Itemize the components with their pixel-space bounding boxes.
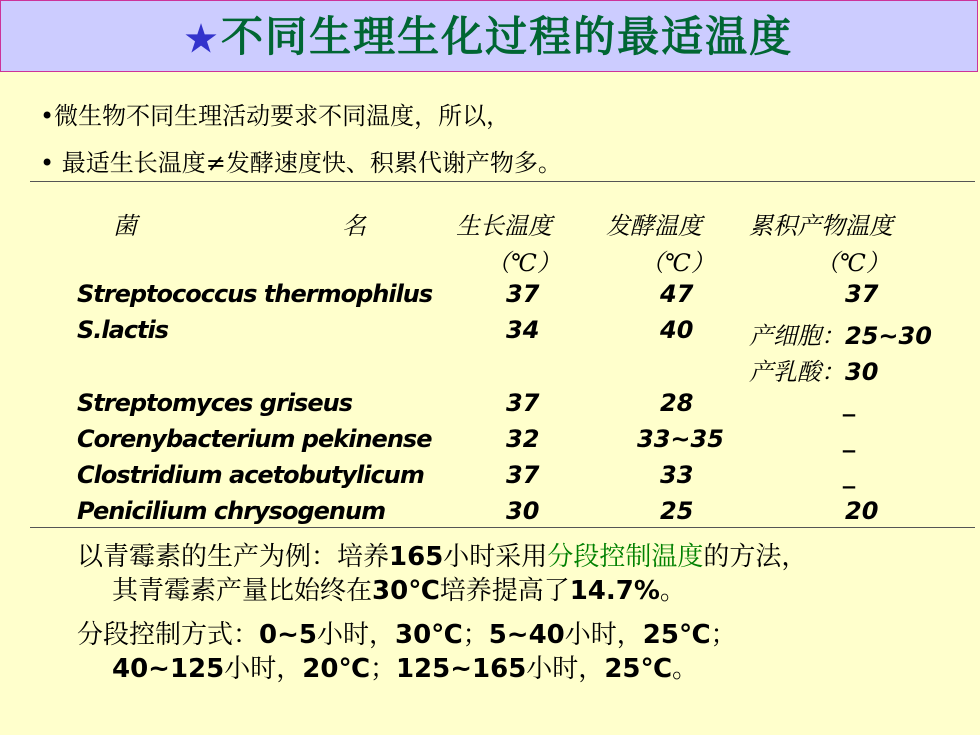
- divider-top: [30, 181, 975, 182]
- bullet-2: • 最适生长温度≠发酵速度快、积累代谢产物多。: [40, 149, 562, 177]
- accum-temp: 37: [845, 280, 879, 308]
- accum-value: 25~30: [845, 322, 932, 350]
- growth-temp: 37: [506, 461, 540, 489]
- header-accum: 累积产物温度: [749, 212, 893, 240]
- highlight-text: 分段控制温度: [547, 542, 704, 572]
- growth-temp: 34: [506, 316, 540, 344]
- ferment-temp: 25: [660, 497, 694, 525]
- text: 小时采用: [443, 542, 548, 572]
- number: 30℃: [395, 620, 463, 650]
- header-ferment-unit: （℃）: [640, 249, 715, 277]
- text: 的方法，: [703, 542, 808, 572]
- text: 小时，: [224, 654, 303, 684]
- ferment-temp: 28: [660, 389, 694, 417]
- number: 0~5: [259, 620, 317, 650]
- bullet-1: •微生物不同生理活动要求不同温度，所以，: [40, 102, 511, 130]
- number: 25℃: [642, 620, 711, 650]
- number: 20℃: [302, 654, 370, 684]
- accum-temp: _: [843, 389, 855, 417]
- number: 5~40: [488, 620, 565, 650]
- text: 小时，: [316, 620, 395, 650]
- organism-name: Streptococcus thermophilus: [77, 280, 433, 308]
- para2-line1: [77, 614, 736, 651]
- header-accum-unit: （℃）: [815, 249, 890, 277]
- para2-line2: [112, 648, 698, 685]
- accum-label: 产乳酸：: [749, 358, 845, 386]
- accum-temp: _: [843, 425, 855, 453]
- ferment-temp: 33~35: [637, 425, 724, 453]
- text: 。: [659, 576, 686, 606]
- organism-name: S.lactis: [77, 316, 169, 344]
- growth-temp: 37: [506, 389, 540, 417]
- accum-temp-acid: [749, 352, 878, 387]
- text: 以青霉素的生产为例：培养: [77, 542, 390, 572]
- text: 小时，: [564, 620, 643, 650]
- number: 30℃: [372, 576, 440, 606]
- number: 40~125: [112, 654, 225, 684]
- ferment-temp: 47: [660, 280, 694, 308]
- organism-name: Clostridium acetobutylicum: [77, 461, 424, 489]
- star-icon: ★: [184, 18, 220, 60]
- ferment-temp: 33: [660, 461, 694, 489]
- number: 125~165: [395, 654, 527, 684]
- accum-label: 产细胞：: [749, 322, 845, 350]
- text: ；: [462, 620, 489, 650]
- growth-temp: 37: [506, 280, 540, 308]
- accum-temp: _: [843, 461, 855, 489]
- ferment-temp: 40: [660, 316, 694, 344]
- text: ；: [369, 654, 396, 684]
- slide-title-text: 不同生理生化过程的最适温度: [221, 12, 794, 61]
- organism-name: Penicilium chrysogenum: [77, 497, 386, 525]
- header-ferment: 发酵温度: [606, 212, 702, 240]
- header-organism-a: 菌: [113, 212, 137, 240]
- number: 25℃: [604, 654, 672, 684]
- accum-temp-cells: [749, 316, 932, 351]
- text: 分段控制方式：: [77, 620, 260, 650]
- text: 其青霉素产量比始终在: [112, 576, 373, 606]
- divider-bottom: [30, 527, 975, 528]
- growth-temp: 32: [506, 425, 540, 453]
- accum-value: 30: [845, 358, 879, 386]
- header-growth-unit: （℃）: [486, 249, 561, 277]
- para1-line1: [77, 536, 807, 573]
- header-organism-b: 名: [342, 212, 366, 240]
- para1-line2: [112, 570, 686, 607]
- number: 14.7%: [569, 576, 660, 606]
- header-growth: 生长温度: [456, 212, 552, 240]
- title-bar: [0, 0, 978, 72]
- growth-temp: 30: [506, 497, 540, 525]
- text: 。: [671, 654, 698, 684]
- organism-name: Corenybacterium pekinense: [77, 425, 432, 453]
- text: 小时，: [526, 654, 605, 684]
- text: ；: [710, 620, 737, 650]
- accum-temp: 20: [845, 497, 879, 525]
- slide-title: [1, 1, 977, 73]
- number: 165: [389, 542, 444, 572]
- organism-name: Streptomyces griseus: [77, 389, 352, 417]
- text: 培养提高了: [439, 576, 570, 606]
